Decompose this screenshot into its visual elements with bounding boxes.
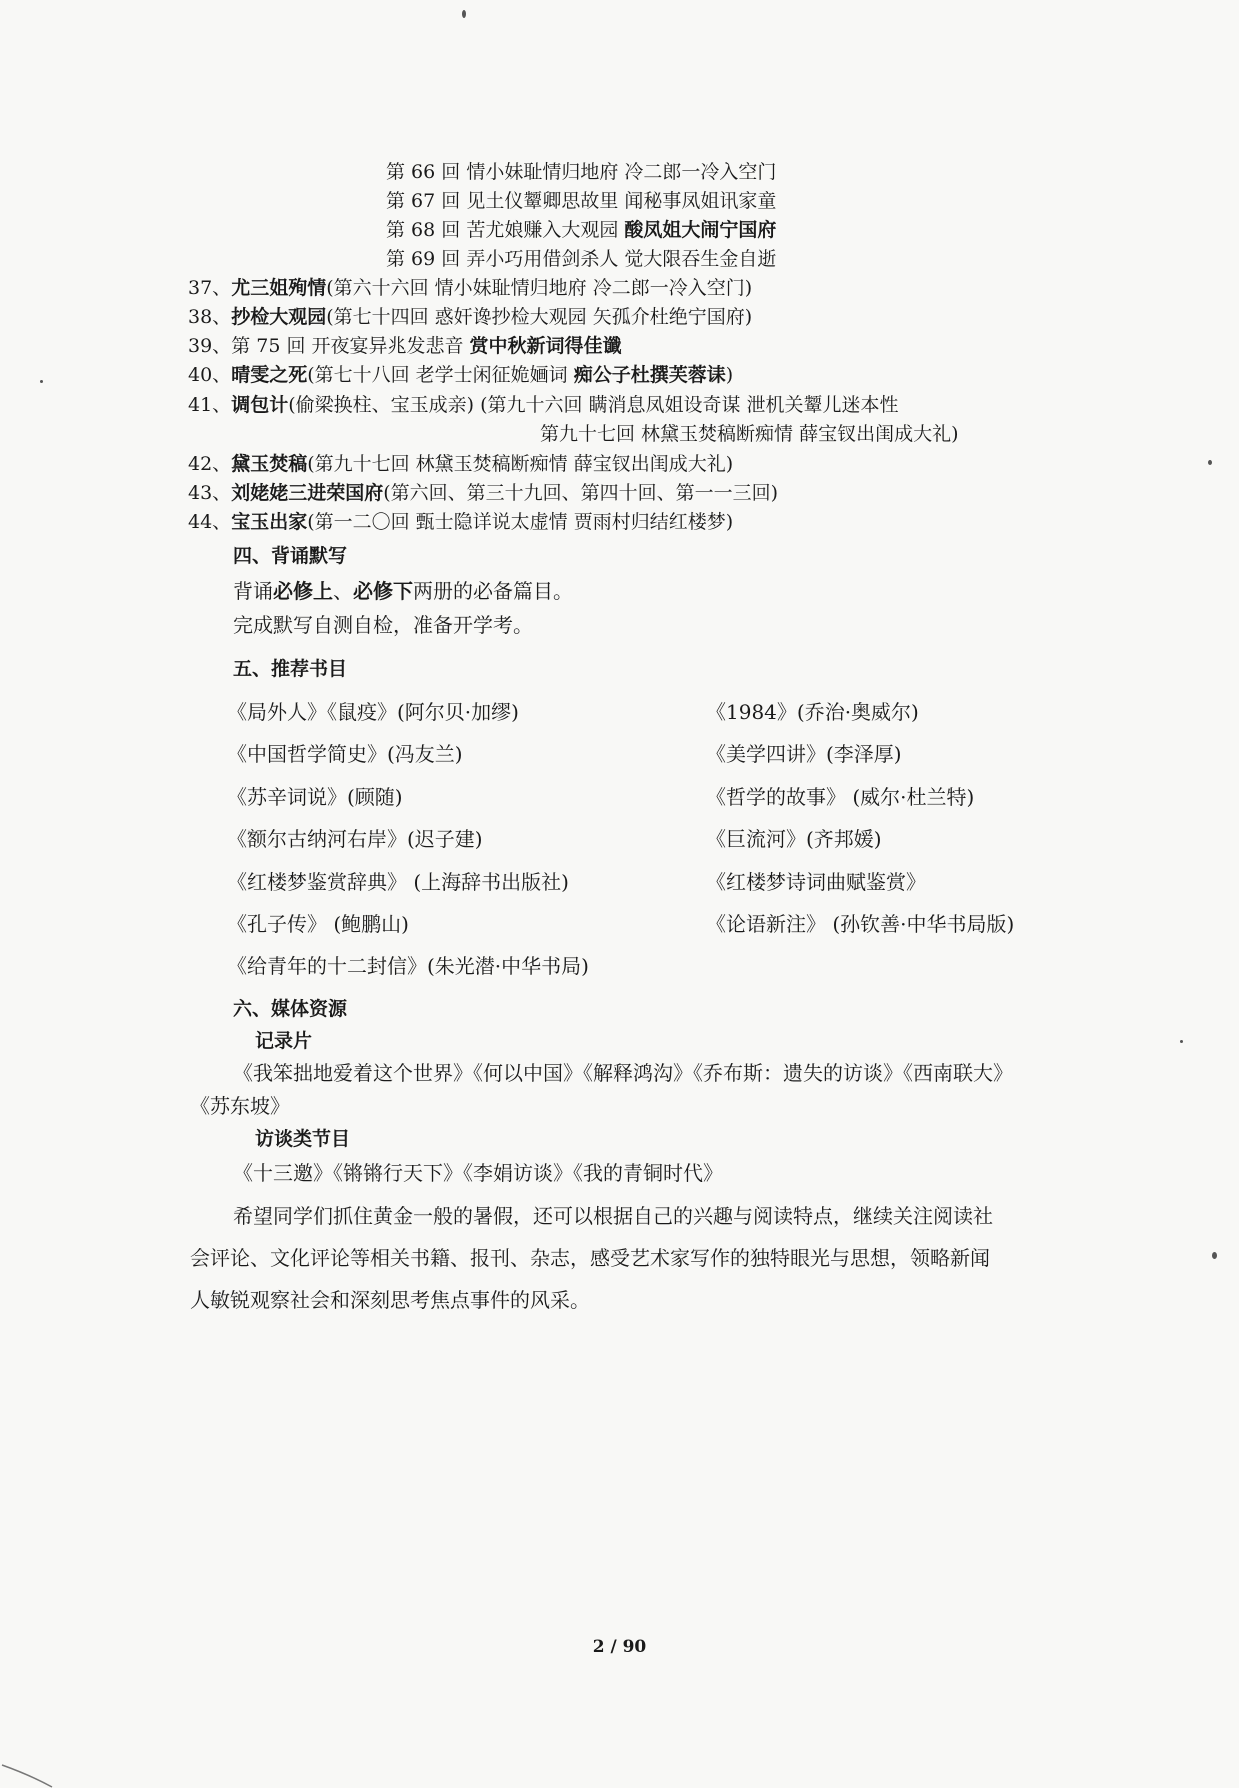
list-item bbox=[188, 509, 733, 535]
subsection-heading: 记录片 bbox=[255, 1030, 313, 1052]
page-number: 2 / 90 bbox=[592, 1637, 647, 1657]
list-item-continuation bbox=[540, 421, 959, 447]
book-item: 《美学四讲》(李泽厚) bbox=[706, 742, 902, 766]
book-item: 《红楼梦诗词曲赋鉴赏》 bbox=[706, 870, 926, 894]
subsection-heading: 访谈类节目 bbox=[255, 1128, 351, 1150]
list-item bbox=[188, 362, 733, 388]
item-title: 刘姥姥三进荣国府 bbox=[231, 482, 384, 504]
chapter-title-bold: 酸凤姐大闹宁国府 bbox=[624, 219, 777, 241]
book-item: 《哲学的故事》 (威尔·杜兰特) bbox=[706, 785, 975, 809]
list-item bbox=[188, 333, 622, 359]
chapter-number: 第 67 回 bbox=[386, 190, 461, 212]
scan-speck bbox=[40, 380, 43, 383]
documentary-list-cont: 《苏东坡》 bbox=[190, 1094, 290, 1118]
scan-speck bbox=[1208, 460, 1212, 465]
dictation-line: 完成默写自测自检，准备开学考。 bbox=[233, 613, 533, 637]
chapter-title: 弄小巧用借剑杀人 觉大限吞生金自逝 bbox=[466, 248, 777, 270]
item-title: 晴雯之死 bbox=[231, 364, 308, 386]
scan-speck bbox=[462, 10, 466, 18]
text-run: 两册的必备篇目。 bbox=[413, 579, 573, 603]
closing-paragraph-line: 会评论、文化评论等相关书籍、报刊、杂志，感受艺术家写作的独特眼光与思想，领略新闻 bbox=[190, 1246, 990, 1270]
book-item: 《巨流河》(齐邦媛) bbox=[706, 827, 882, 851]
book-item: 《1984》(乔治·奥威尔) bbox=[706, 700, 919, 724]
item-number: 39、 bbox=[188, 335, 232, 357]
item-detail: (第九十七回 林黛玉焚稿断痴情 薛宝钗出闺成大礼) bbox=[307, 453, 734, 475]
scan-speck bbox=[1180, 1040, 1183, 1043]
item-number: 44、 bbox=[188, 511, 232, 533]
book-item: 《中国哲学简史》(冯友兰) bbox=[227, 742, 463, 766]
chapter-line bbox=[386, 246, 776, 272]
item-detail-tail: ) bbox=[725, 364, 734, 386]
item-title: 抄检大观园 bbox=[231, 306, 327, 328]
section-heading: 五、推荐书目 bbox=[233, 658, 348, 680]
item-detail: (第六十六回 情小妹耻情归地府 冷二郎一冷入空门) bbox=[326, 277, 753, 299]
item-number: 37、 bbox=[188, 277, 232, 299]
section-heading: 四、背诵默写 bbox=[233, 545, 348, 567]
list-item bbox=[188, 275, 752, 301]
item-detail-bold: 痴公子杜撰芙蓉诔 bbox=[573, 364, 726, 386]
chapter-title: 见土仪颦卿思故里 闻秘事凤姐讯家童 bbox=[466, 190, 777, 212]
book-item: 《额尔古纳河右岸》(迟子建) bbox=[227, 827, 483, 851]
closing-paragraph-line: 人敏锐观察社会和深刻思考焦点事件的风采。 bbox=[190, 1288, 590, 1312]
chapter-line bbox=[386, 217, 776, 243]
text-run: 、 bbox=[333, 579, 353, 603]
text-run-bold: 必修上 bbox=[273, 579, 333, 603]
item-detail: (偷梁换柱、宝玉成亲) (第九十六回 瞒消息凤姐设奇谋 泄机关颦儿迷本性 bbox=[288, 394, 899, 416]
scan-speck bbox=[1212, 1252, 1217, 1259]
list-item bbox=[188, 304, 752, 330]
chapter-line bbox=[386, 159, 776, 185]
text-run-bold: 必修下 bbox=[353, 579, 413, 603]
section-heading: 六、媒体资源 bbox=[233, 998, 348, 1020]
chapter-number: 第 66 回 bbox=[386, 161, 461, 183]
chapter-number: 第 69 回 bbox=[386, 248, 461, 270]
chapter-line bbox=[386, 188, 776, 214]
list-item bbox=[188, 451, 733, 477]
text-run: 背诵 bbox=[233, 579, 273, 603]
closing-paragraph-line: 希望同学们抓住黄金一般的暑假，还可以根据自己的兴趣与阅读特点，继续关注阅读社 bbox=[233, 1204, 993, 1228]
scan-corner-mark bbox=[0, 1745, 60, 1788]
chapter-title: 情小妹耻情归地府 冷二郎一冷入空门 bbox=[466, 161, 777, 183]
item-detail-bold: 赏中秋新词得佳谶 bbox=[469, 335, 622, 357]
chapter-title: 苦尤娘赚入大观园 bbox=[466, 219, 625, 241]
item-title: 尤三姐殉情 bbox=[231, 277, 327, 299]
item-number: 40、 bbox=[188, 364, 232, 386]
item-title: 宝玉出家 bbox=[231, 511, 308, 533]
item-detail: (第七十四回 惑奸谗抄检大观园 矢孤介杜绝宁国府) bbox=[326, 306, 753, 328]
documentary-list: 《我笨拙地爱着这个世界》《何以中国》《解释鸿沟》《乔布斯：遗失的访谈》《西南联大》 bbox=[233, 1061, 1013, 1085]
book-item: 《苏辛词说》(顾随) bbox=[227, 785, 403, 809]
book-item: 《红楼梦鉴赏辞典》 (上海辞书出版社) bbox=[227, 870, 569, 894]
item-number: 38、 bbox=[188, 306, 232, 328]
book-item: 《给青年的十二封信》(朱光潜·中华书局) bbox=[227, 954, 589, 978]
item-detail: (第七十八回 老学士闲征姽婳词 bbox=[307, 364, 574, 386]
item-number: 41、 bbox=[188, 394, 232, 416]
item-title: 调包计 bbox=[231, 394, 289, 416]
book-item: 《孔子传》 (鲍鹏山) bbox=[227, 912, 409, 936]
item-detail: 第 75 回 开夜宴异兆发悲音 bbox=[231, 335, 470, 357]
talk-show-list: 《十三邀》《锵锵行天下》《李娟访谈》《我的青铜时代》 bbox=[233, 1161, 723, 1185]
item-title: 黛玉焚稿 bbox=[231, 453, 308, 475]
book-item: 《局外人》《鼠疫》(阿尔贝·加缪) bbox=[227, 700, 519, 724]
item-detail: (第一二〇回 甄士隐详说太虚情 贾雨村归结红楼梦) bbox=[307, 511, 734, 533]
list-item bbox=[188, 392, 899, 418]
book-item: 《论语新注》 (孙钦善·中华书局版) bbox=[706, 912, 1015, 936]
item-detail: 第九十七回 林黛玉焚稿断痴情 薛宝钗出闺成大礼) bbox=[540, 423, 959, 445]
recitation-line bbox=[233, 578, 573, 604]
chapter-number: 第 68 回 bbox=[386, 219, 461, 241]
item-detail: (第六回、第三十九回、第四十回、第一一三回) bbox=[383, 482, 779, 504]
item-number: 43、 bbox=[188, 482, 232, 504]
list-item bbox=[188, 480, 778, 506]
item-number: 42、 bbox=[188, 453, 232, 475]
